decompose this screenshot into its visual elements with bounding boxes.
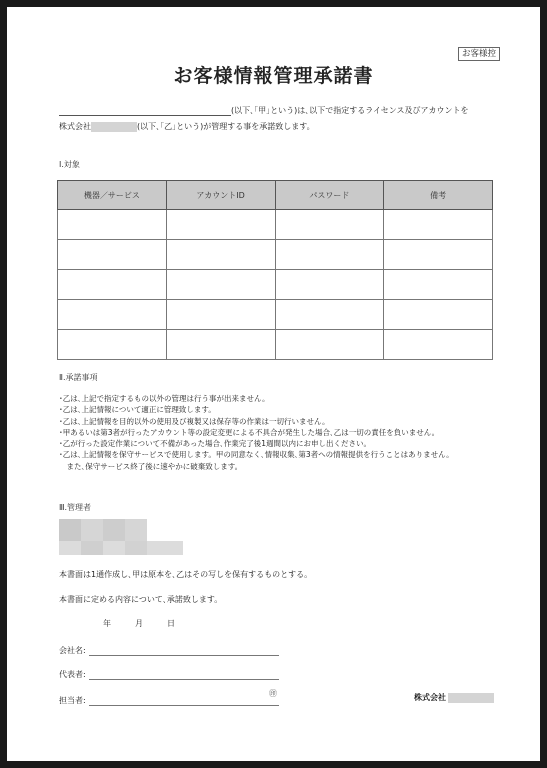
person-in-charge-field[interactable] (89, 705, 279, 706)
note-consent: 本書面に定める内容について､承諾致します。 (59, 595, 223, 604)
table-cell[interactable] (58, 330, 167, 360)
issuer-name-redacted (448, 693, 494, 703)
table-header-row (58, 181, 493, 210)
person-in-charge-label: 担当者: (59, 696, 86, 705)
list-item: ･乙が行った設定作業について不備があった場合､作業完了後1週間以内にお申し出ください。 (59, 439, 372, 449)
table-row (58, 300, 493, 330)
table-cell[interactable] (166, 210, 275, 240)
table-cell[interactable] (384, 330, 493, 360)
table-cell[interactable] (275, 270, 384, 300)
date-month-label: 月 (135, 619, 143, 628)
consent-items-list (59, 393, 454, 472)
page-title: お客様情報管理承諾書 (173, 65, 374, 87)
table-cell[interactable] (384, 270, 493, 300)
date-year-label: 年 (103, 619, 111, 628)
issuer-company: 株式会社 (414, 693, 494, 703)
representative-field[interactable] (89, 679, 279, 680)
col-password: パスワード (275, 181, 384, 210)
table-cell[interactable] (275, 240, 384, 270)
table-cell[interactable] (166, 270, 275, 300)
table-row (58, 210, 493, 240)
table-cell[interactable] (275, 210, 384, 240)
table-cell[interactable] (58, 270, 167, 300)
table-row (58, 270, 493, 300)
col-device-service: 機器／サービス (58, 181, 167, 210)
list-item: ･乙は､上記で指定するもの以外の管理は行う事が出来ません。 (59, 394, 270, 403)
table-row (58, 240, 493, 270)
note-copies: 本書面は1通作成し､甲は原本を､乙はその写しを保有するものとする。 (59, 570, 313, 579)
intro-line-1: (以下､｢甲｣という)は､以下で指定するライセンス及びアカウントを (59, 106, 468, 116)
table-cell[interactable] (166, 330, 275, 360)
document-page (7, 7, 540, 761)
company-name-redacted (91, 122, 137, 132)
table-row (58, 330, 493, 360)
list-item: ･乙は､上記情報を目的以外の使用及び複製又は保存等の作業は一切行いません。 (59, 416, 330, 426)
list-item: ･甲あるいは第3者が行ったアカウント等の設定変更による不具合が発生した場合､乙は一切の責任を負いません。 (59, 427, 440, 437)
intro-line-2: 株式会社 (以下､｢乙｣という)が管理する事を承諾致します。 (59, 122, 315, 131)
company-field[interactable] (89, 655, 279, 656)
col-notes: 備考 (384, 181, 493, 210)
col-account-id: アカウントID (166, 181, 275, 210)
table-cell[interactable] (275, 300, 384, 330)
table-cell[interactable] (384, 300, 493, 330)
client-name-blank[interactable] (59, 107, 231, 116)
table-cell[interactable] (275, 330, 384, 360)
company-label: 会社名: (59, 646, 86, 655)
table-cell[interactable] (166, 300, 275, 330)
table-cell[interactable] (166, 240, 275, 270)
table-cell[interactable] (58, 300, 167, 330)
section-1-heading: Ⅰ.対象 (59, 160, 80, 169)
seal-icon: ㊞ (269, 689, 277, 698)
table-cell[interactable] (384, 210, 493, 240)
section-3-heading: Ⅲ.管理者 (59, 503, 92, 512)
table-cell[interactable] (58, 240, 167, 270)
list-item: ･乙は､上記情報を保守サービスで使用します。甲の同意なく､情報収集､第3者への情報提供を行うことはありません。 (59, 450, 454, 460)
target-table (57, 180, 493, 360)
list-item: ･乙は､上記情報について適正に管理致します。 (59, 405, 216, 415)
copy-label: お客様控 (458, 47, 500, 61)
section-2-heading: Ⅱ.承諾事項 (59, 373, 98, 382)
list-item: また､保守サービス終了後に速やかに破棄致します。 (59, 461, 243, 471)
table-cell[interactable] (384, 240, 493, 270)
representative-label: 代表者: (59, 670, 86, 679)
date-day-label: 日 (167, 619, 175, 628)
table-cell[interactable] (58, 210, 167, 240)
